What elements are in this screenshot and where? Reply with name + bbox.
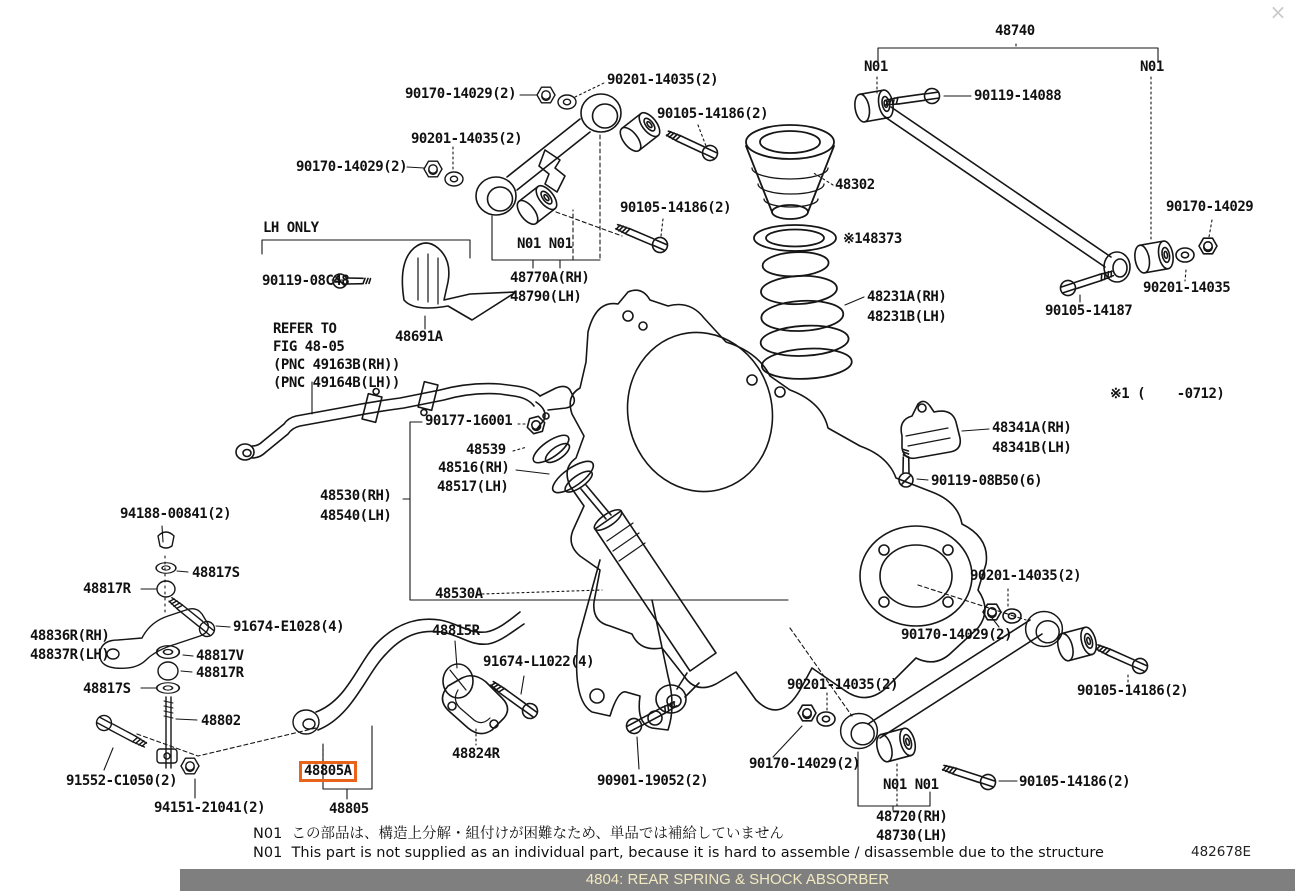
part-label[interactable]: 48815R [432, 623, 480, 639]
part-label[interactable]: 48817S [192, 565, 240, 581]
part-label[interactable]: 48836R(RH) [30, 628, 110, 644]
part-label[interactable]: N01 N01 [883, 777, 939, 793]
part-label[interactable]: 48530(RH) [320, 488, 392, 504]
part-label[interactable]: 48817S [83, 681, 131, 697]
part-label[interactable]: 48517(LH) [437, 479, 509, 495]
part-label[interactable]: 48824R [452, 746, 500, 762]
part-label[interactable]: 90119-08B50(6) [931, 473, 1043, 489]
part-label[interactable]: 48720(RH) [876, 809, 948, 825]
part-label[interactable]: N01 [864, 59, 888, 75]
part-label[interactable]: 90201-14035(2) [970, 568, 1082, 584]
part-label[interactable]: 48805 [329, 801, 369, 817]
part-label[interactable]: 48817R [196, 665, 244, 681]
part-label[interactable]: 90901-19052(2) [597, 773, 709, 789]
part-label[interactable]: 48790(LH) [510, 289, 582, 305]
document-code: 482678E [1191, 844, 1252, 860]
part-label[interactable]: 48740 [995, 23, 1035, 39]
part-label[interactable]: 90201-14035 [1143, 280, 1231, 296]
part-label[interactable]: ※148373 [843, 231, 902, 247]
part-label[interactable]: 90119-08C48 [262, 273, 350, 289]
part-label[interactable]: 90119-14088 [974, 88, 1062, 104]
part-label[interactable]: ※1 ( -0712) [1110, 386, 1225, 402]
part-label[interactable]: 90105-14186(2) [620, 200, 732, 216]
note-japanese: N01 この部品は、構造上分解・組付けが困難なため、単品では補給していません [253, 826, 784, 842]
part-label[interactable]: 90105-14186(2) [1019, 774, 1131, 790]
part-label[interactable]: FIG 48-05 [273, 339, 345, 355]
shock-group-bracket [403, 422, 788, 600]
spring-drawing [746, 125, 864, 381]
part-label[interactable]: 90201-14035(2) [607, 72, 719, 88]
part-label[interactable]: 90170-14029(2) [901, 627, 1013, 643]
part-label[interactable]: 48516(RH) [438, 460, 510, 476]
part-label[interactable]: 90105-14187 [1045, 303, 1133, 319]
part-label[interactable]: (PNC 49164B(LH)) [273, 375, 400, 391]
part-label[interactable]: 90170-14029 [1166, 199, 1254, 215]
part-label[interactable]: 48530A [435, 586, 483, 602]
part-label[interactable]: 90177-16001 [425, 413, 513, 429]
close-icon[interactable]: × [1269, 0, 1287, 24]
part-label[interactable]: 48341B(LH) [992, 440, 1072, 456]
part-label[interactable]: (PNC 49163B(RH)) [273, 357, 400, 373]
part-label[interactable]: 48302 [835, 177, 875, 193]
part-label[interactable]: 94188-00841(2) [120, 506, 232, 522]
part-label[interactable]: 48341A(RH) [992, 420, 1072, 436]
note-english: N01 This part is not supplied as an individual part, because it is hard to assemble / disassemble due to the structure [253, 845, 1104, 861]
part-label[interactable]: 48730(LH) [876, 828, 948, 844]
part-label[interactable]: 48540(LH) [320, 508, 392, 524]
part-label[interactable]: 90201-14035(2) [411, 131, 523, 147]
part-label[interactable]: 48231B(LH) [867, 309, 947, 325]
part-label[interactable]: 48770A(RH) [510, 270, 590, 286]
part-label-highlighted[interactable]: 48805A [299, 761, 357, 782]
part-label[interactable]: 48802 [201, 713, 241, 729]
part-label[interactable]: 48837R(LH) [30, 647, 110, 663]
part-label[interactable]: LH ONLY [263, 220, 319, 236]
part-label[interactable]: 91674-E1028(4) [233, 619, 345, 635]
part-label[interactable]: 90105-14186(2) [657, 106, 769, 122]
part-label[interactable]: 90170-14029(2) [296, 159, 408, 175]
part-label[interactable]: 90170-14029(2) [405, 86, 517, 102]
figure-title-bar: 4804: REAR SPRING & SHOCK ABSORBER [180, 869, 1295, 891]
part-label[interactable]: 48817R [83, 581, 131, 597]
part-label[interactable]: 91552-C1050(2) [66, 773, 178, 789]
part-label[interactable]: N01 [1140, 59, 1164, 75]
part-label[interactable]: 48539 [466, 442, 506, 458]
part-label[interactable]: 48231A(RH) [867, 289, 947, 305]
part-label[interactable]: 48817V [196, 648, 244, 664]
part-label[interactable]: 91674-L1022(4) [483, 654, 595, 670]
part-label[interactable]: 48691A [395, 329, 443, 345]
part-label[interactable]: 94151-21041(2) [154, 800, 266, 816]
part-label[interactable]: 90105-14186(2) [1077, 683, 1189, 699]
part-label[interactable]: N01 N01 [517, 236, 573, 252]
part-label[interactable]: REFER TO [273, 321, 337, 337]
part-label[interactable]: 90170-14029(2) [749, 756, 861, 772]
part-label[interactable]: 90201-14035(2) [787, 677, 899, 693]
lateral-rod-drawing [853, 44, 1217, 302]
